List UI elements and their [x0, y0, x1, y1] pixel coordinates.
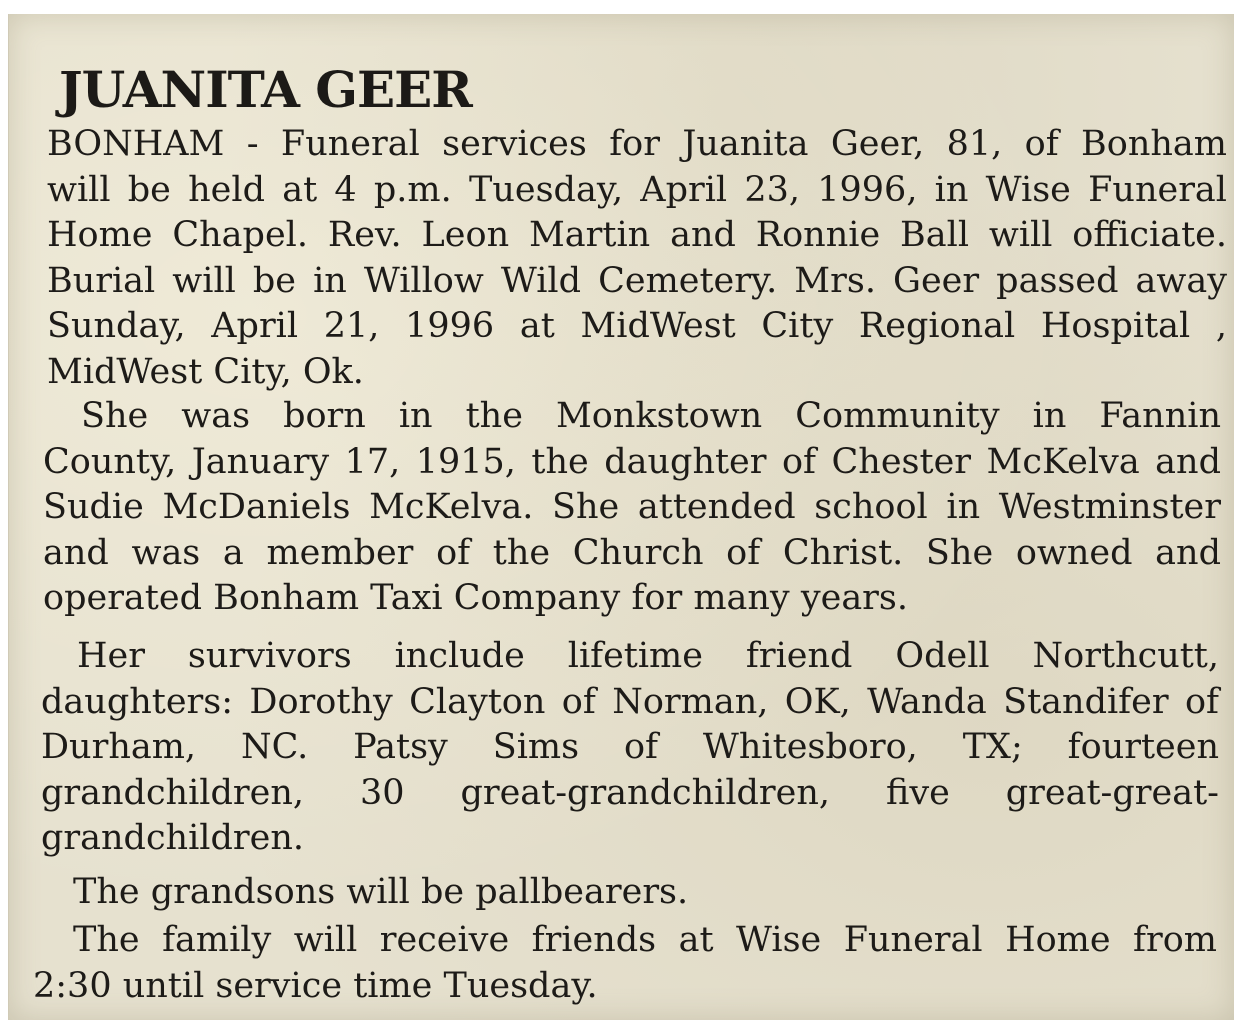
text-line: Burial will be in Willow Wild Cemetery. Mrs. Geer passed away [47, 260, 1227, 301]
text-line: Her survivors include lifetime friend Odell Northcutt, [77, 636, 1219, 676]
text-line: County, January 17, 1915, the daughter of Chester McKelva and [43, 441, 1221, 482]
text-line: will be held at 4 p.m. Tuesday, April 23, 1996, in Wise Funeral [47, 169, 1227, 210]
obituary-paragraph-1 [47, 122, 1227, 396]
obituary-paragraph-3 [41, 634, 1219, 862]
text-line: 2:30 until service time Tuesday. [33, 965, 598, 1006]
obituary-paragraph-2 [43, 394, 1221, 622]
text-line: Home Chapel. Rev. Leon Martin and Ronnie Ball will officiate. [47, 215, 1227, 256]
newspaper-clipping [8, 14, 1234, 1020]
obituary-headline: JUANITA GEER [59, 60, 472, 119]
text-line: MidWest City, Ok. [47, 351, 364, 392]
text-line: The family will receive friends at Wise Funeral Home from [73, 920, 1217, 960]
text-line: and was a member of the Church of Christ. She owned and [43, 532, 1221, 573]
text-line: The grandsons will be pallbearers. [73, 872, 689, 912]
text-line: She was born in the Monkstown Community in Fannin [81, 396, 1221, 436]
text-line: grandchildren. [41, 818, 304, 859]
text-line: grandchildren, 30 great-grandchildren, five great-great- [41, 772, 1219, 813]
text-line: Sunday, April 21, 1996 at MidWest City Regional Hospital , [47, 306, 1227, 347]
text-line: Durham, NC. Patsy Sims of Whitesboro, TX; fourteen [41, 727, 1219, 768]
obituary-paragraph-4 [73, 870, 1219, 916]
text-line: Sudie McDaniels McKelva. She attended school in Westminster [43, 487, 1221, 528]
text-line: operated Bonham Taxi Company for many years. [43, 578, 909, 619]
obituary-paragraph-5 [33, 918, 1217, 1009]
text-line: BONHAM - Funeral services for Juanita Geer, 81, of Bonham [47, 124, 1227, 164]
text-line: daughters: Dorothy Clayton of Norman, OK, Wanda Standifer of [41, 681, 1219, 722]
